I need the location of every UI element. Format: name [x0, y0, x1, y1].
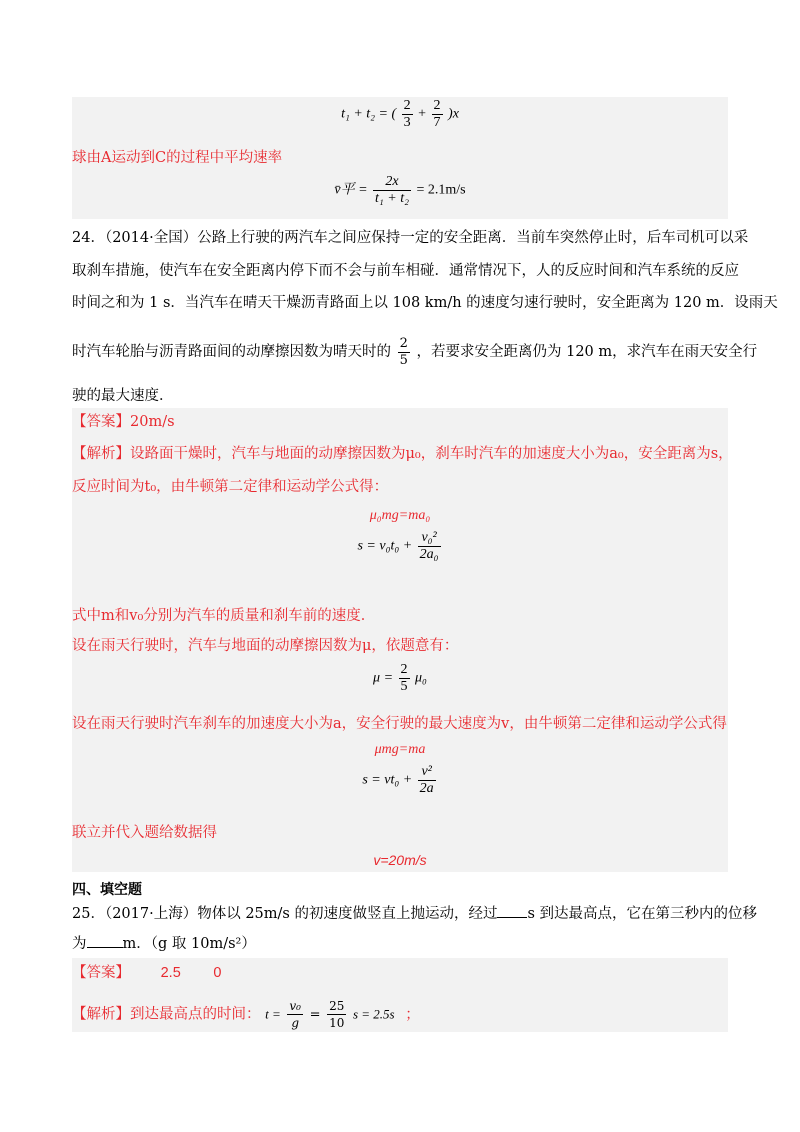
equation-distance-dry: s = v₀t₀ + $\frac{\text{v₀²}}{\text{2a₀}}$ [357, 530, 439, 562]
fraction-2-3: $\frac{2}{3}$ [403, 98, 411, 130]
equation-friction-rain: μmg=ma [374, 742, 426, 757]
q25-line1: 25．（2017·上海）物体以 25m/s 的初速度做竖直上抛运动，经过 s 到达最高点，它在第三秒内的位移 [72, 903, 757, 924]
fraction-v0-g: $\frac{\text{v₀}}{g}$ [289, 999, 301, 1030]
formula-lhs: t₁ + t₂ = ( [341, 106, 397, 122]
q24-line3: 时间之和为 1 s．当汽车在晴天干燥沥青路面上以 108 km/h 的速度匀速行驶时，安全距离为 120 m．设雨天 [72, 295, 778, 311]
explain-24-line1: 【解析】设路面干燥时，汽车与地面的动摩擦因数为μ₀，刹车时汽车的加速度大小为a₀，安全距离为s， [72, 446, 733, 462]
fraction-2-5: $\frac{2}{5}$ [399, 335, 408, 368]
q24-line1: 24．（2014·全国）公路上行驶的两汽车之间应保持一定的安全距离．当前车突然停止时，后车司机可以采 [72, 230, 749, 246]
explain-24-line6: 联立并代入题给数据得 [72, 825, 217, 841]
explain-24-line5: 设在雨天行驶时汽车刹车的加速度大小为a，安全行驶的最大速度为v，由牛顿第二定律和运动学公式得 [72, 716, 727, 732]
formula-t1-t2: t₁ + t₂ = ( $\frac{2}{3}$ + $\frac{2}{7}$ )x [341, 98, 459, 130]
explain-24-line2: 反应时间为t₀，由牛顿第二定律和运动学公式得： [72, 479, 389, 495]
answer-blank-2[interactable] [87, 933, 123, 948]
fraction-v0-sq: $\frac{\text{v₀²}}{\text{2a₀}}$ [419, 530, 439, 562]
result-24: v=20m/s [373, 852, 427, 868]
equation-friction-dry: μ₀mg=ma₀ [369, 508, 431, 523]
formula-avg-speed: v̄平 = $\frac{2x}{\text{t₁ + t₂}}$ = 2.1m/s [334, 174, 466, 206]
fraction-2x: $\frac{2x}{\text{t₁ + t₂}}$ [375, 174, 409, 206]
fraction-2-7: $\frac{2}{7}$ [433, 98, 441, 130]
q25-line2: 为 m．（g 取 10m/s²） [72, 933, 256, 954]
q24-line2: 取刹车措施，使汽车在安全距离内停下而不会与前车相碰．通常情况下，人的反应时间和汽车系统的反应 [72, 263, 739, 279]
equation-distance-rain: s = vt₀ + $\frac{\text{v²}}{2a}$ [362, 764, 434, 796]
answer-24: 【答案】20m/s [72, 414, 175, 430]
answer-blank-1[interactable] [497, 903, 527, 918]
explain-24-line3: 式中m和v₀分别为汽车的质量和刹车前的速度． [72, 608, 376, 624]
q24-line5: 驶的最大速度． [72, 388, 174, 404]
answer-25: 【答案】 2.5 0 [72, 965, 222, 981]
fraction-25-10: $\frac{25}{10}$ [329, 999, 345, 1030]
fraction-2-5-mu: $\frac{2}{5}$ [400, 662, 408, 694]
equation-mu-rain: μ = $\frac{2}{5}$ μ₀ [373, 662, 427, 694]
section-title-fill-blank: 四、填空题 [72, 882, 142, 898]
q24-line4: 时汽车轮胎与沥青路面间的动摩擦因数为晴天时的 $\frac{2}{5}$ ，若要求安全距离仍为 120 m，求汽车在雨天安全行 [72, 335, 758, 368]
explain-24-line4: 设在雨天行驶时，汽车与地面的动摩擦因数为μ，依题意有： [72, 638, 459, 654]
explain-25: 【解析】到达最高点的时间： t = $\frac{\text{v₀}}{g}$ = $\frac{25}{10}$ s = 2.5s ； [72, 999, 420, 1030]
avg-speed-label: 球由A运动到C的过程中平均速率 [72, 150, 283, 166]
fraction-v-sq: $\frac{\text{v²}}{2a}$ [419, 764, 434, 796]
